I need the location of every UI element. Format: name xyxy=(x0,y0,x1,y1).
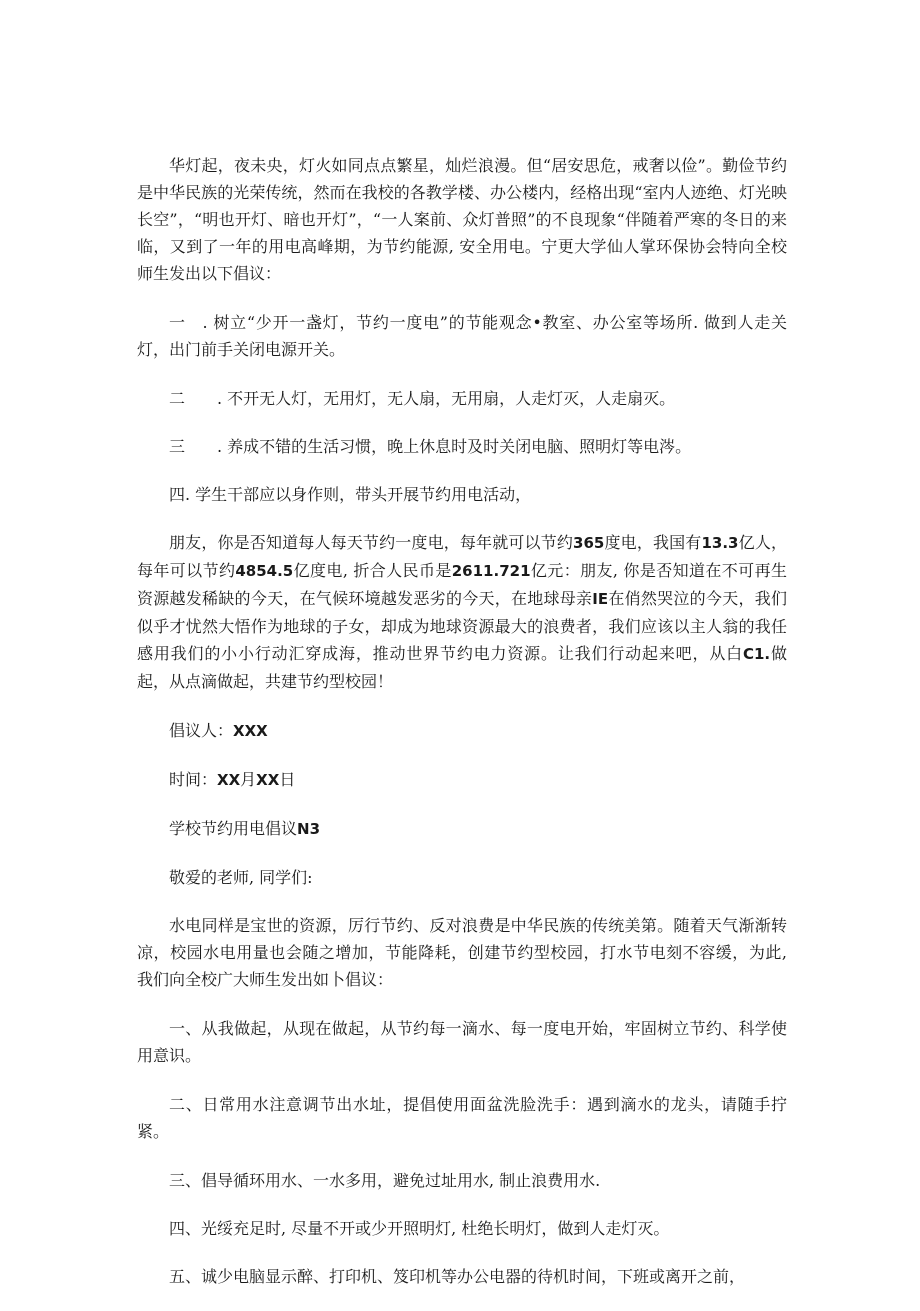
water-item-2: 二、日常用水注意调节出水址，提倡使用面盆洗脸洗手：遇到滴水的龙头，请随手拧紧。 xyxy=(137,1095,787,1141)
fact-number-2: 13.3 xyxy=(701,534,739,552)
fact-text-1: 朋友，你是否知道每人每天节约一度电，每年就可以节约 xyxy=(169,533,574,552)
date-day-unit: 日 xyxy=(279,770,296,789)
salutation: 敬爱的老师, 同学们: xyxy=(169,868,313,887)
section-heading-code: N3 xyxy=(297,820,321,838)
section-heading xyxy=(137,815,787,843)
fact-text-2: 度电，我国有 xyxy=(604,533,702,552)
intro-paragraph: 华灯起，夜未央，灯火如同点点繁星，灿烂浪漫。但“居安思危，戒奢以俭”。勤俭节约是中华民族的光荣传统，然而在我校的各教学楼、办公楼内，经格出现“室内人迹绝、灯光映长空”，“明也开灯、暗也开灯”，“一人案前、众灯普照”的不良现象“伴随着严寒的冬日的来临，又到了一年的用电高峰期，为节约能源, 安全用电。宁更大学仙人掌环保协会特向全校师生发出以下倡议： xyxy=(137,156,787,283)
fact-text-4: 亿度电, 折合人民币是 xyxy=(293,561,452,580)
water-item-3: 三、倡导循环用水、一水多用，避免过址用水, 制止浪费用水. xyxy=(169,1171,601,1190)
fact-text-3: 亿人，每年可以节约 xyxy=(137,533,787,580)
document-body xyxy=(137,152,787,1311)
fact-text-6: 在俏然哭泣的今天，我们似乎才忧然大悟作为地球的子女，却成为地球资源最大的浪费者，我们应该以主人翁的我任感用我们的小小行动汇穿成海，推动世界节约电力资源。让我们行动起来吧，从白 xyxy=(137,589,787,663)
water-item-1: 一、从我做起，从现在做起，从节约每一滴水、每一度电开始，牢固树立节约、科学使用意识。 xyxy=(137,1019,787,1065)
section-heading-text: 学校节约用电倡议 xyxy=(169,819,298,838)
water-item-4: 四、光绥充足时, 尽量不开或少开照明灯, 杜绝长明灯，做到人走灯灭。 xyxy=(169,1219,670,1238)
date-label: 时间： xyxy=(169,770,218,789)
signer-label: 倡议人： xyxy=(169,721,234,740)
proposal-item-1: 一 . 树立“少开一盏灯，节约一度电”的节能观念•教室、办公室等场所. 做到人走关灯，出门前手关闭电源开关。 xyxy=(137,313,787,359)
fact-text-5: 亿元：朋友, 你是否知道在不可再生资源越发稀缺的今天，在气候环境越发恶劣的今天，在地球母亲 xyxy=(137,561,787,608)
signer-line xyxy=(137,717,787,745)
proposal-item-3: 三 . 养成不错的生活习惯，晚上休息时及时关闭电脑、照明灯等电涔。 xyxy=(169,437,692,456)
fact-number-5: IE xyxy=(592,590,609,608)
date-day-value: XX xyxy=(256,771,280,789)
date-line xyxy=(137,766,787,794)
fact-text-7: 做起，从点滴做起，共建节约型校园！ xyxy=(137,644,787,691)
date-month-value: XX xyxy=(217,771,241,789)
fact-number-4: 2611.721 xyxy=(451,562,531,580)
signer-value: XXX xyxy=(233,722,268,740)
fact-paragraph xyxy=(137,529,787,695)
proposal-item-2: 二 . 不开无人灯，无用灯，无人扇，无用扇，人走灯灭，人走扇灭。 xyxy=(169,389,676,408)
fact-number-1: 365 xyxy=(573,534,605,552)
date-month-unit: 月 xyxy=(240,770,257,789)
water-intro-paragraph: 水电同样是宝世的资源，厉行节约、反对浪费是中华民族的传统美第。随着天气渐渐转凉，校园水电用量也会随之增加，节能降耗，创建节约型校园，打水节电刻不容缓，为此, 我们向全校广大师生发出如卜倡议： xyxy=(137,916,787,989)
proposal-item-4: 四. 学生干部应以身作则，带头开展节约用电活动， xyxy=(169,485,532,504)
fact-number-3: 4854.5 xyxy=(235,562,294,580)
water-item-5: 五、诚少电脑显示醉、打印机、笈印机等办公电器的待机时间，下班或离开之前， xyxy=(169,1267,746,1286)
fact-number-6: C1. xyxy=(742,645,771,663)
